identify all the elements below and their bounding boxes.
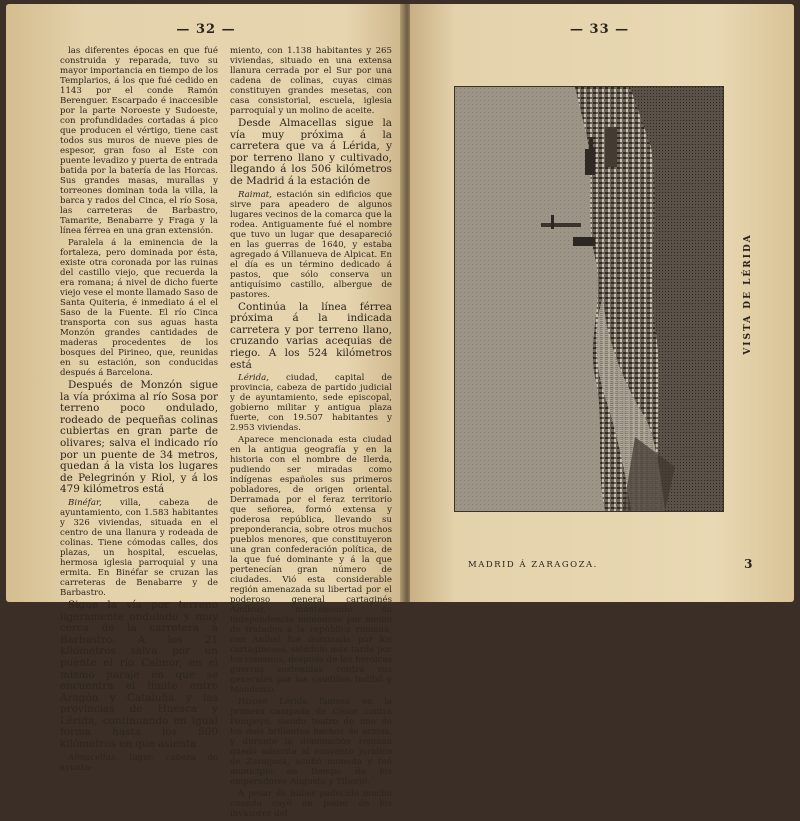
paragraph (60, 753, 218, 773)
paragraph-text: estación sin edificios que sirve para apeadero de algunos lugares vecinos de la comarca que la rodea. Antiguamente fué el nombre que tuvo un lugar que desapareció en las guerras de 1640, y estaba agregado á Villanueva de Alpicat. En el día es un término dedicado á pastos, que sólo conserva un antiquísimo castillo, albergue de pastores. (230, 189, 392, 300)
left-page (6, 4, 406, 820)
paragraph (230, 697, 392, 787)
place-name: Almacellas, (68, 752, 118, 763)
engraving-drawing (455, 87, 723, 511)
paragraph (230, 435, 392, 695)
paragraph-text: Aparece mencionada esta ciudad en la antigua geografía y en la historia con el nombre de Ilerda, pudiendo ser miradas como indígenas españoles sus primeros pobladores, de origen oriental. Derramada por el feraz territorio que señorea, formó extensa y poderosa república, llevando su preponderancia, sobre otros muchos pueblos menores, que constituyeron una gran confederación política, de la que fué dominante y á la que pertenecían gran número de ciudades. Vió esta considerable región amenazada su libertad por el poderoso general cartaginés Amílcar, manteniendo su independencia uniéndose por medio de tratados á la república romana; con Aníbal fué dominada por los cartagineses, siéndolo más tarde por los romanos, después de las heróicas guerras sostenidas contra sus generales por los caudillos Indíbil y Mandonio. (230, 435, 392, 696)
paragraph (230, 46, 392, 116)
paragraph (60, 380, 218, 496)
paragraph (230, 302, 392, 372)
place-name: Lérida, (238, 373, 270, 384)
place-name: Raimat, (238, 189, 272, 200)
paragraph-text: Continúa la línea férrea próxima á la indicada carretera y por terreno llano, cruzando varias acequias de riego. A los 524 kilómetros está (230, 300, 392, 371)
paragraph (230, 789, 392, 819)
page-number-right: — 33 — (570, 22, 630, 37)
signature-mark: 3 (744, 557, 754, 571)
paragraph-text: miento, con 1.138 habitantes y 265 viviendas, situado en una extensa llanura cerrada por el Sur por una cadena de colinas, cuyas cimas constituyen grandes mesetas, con casa consistorial, escuela, iglesia parroquial y un molino de aceite. (230, 46, 392, 116)
paragraph-text: villa, cabeza de ayuntamiento, con 1.583 habitantes y 326 viviendas, situada en el centro de una llanura y rodeada de colinas. Tiene cómodas calles, dos plazas, un hospital, escuelas, hermosa iglesia parroquial y una ermita. En Binéfar se cruzan las carreteras de Benabarre y de Barbastro. (60, 497, 218, 598)
paragraph (60, 46, 218, 236)
paragraph (230, 118, 392, 188)
paragraph-text: lugar, cabeza de ayunta- (60, 752, 218, 773)
paragraph-text: ciudad, capital de provincia, cabeza de partido judicial y de ayuntamiento, sede episcopal, gobierno militar y antigua plaza fuerte, con 19.507 habitantes y 2.953 viviendas. (230, 373, 392, 434)
paragraph-text: las diferentes épocas en que fué construida y reparada, tuvo su mayor importancia en tiempo de los Templarios, á los que fué cedido en 1143 por el conde Ramón Berenguer. Escarpado é inaccesible por la parte Noroeste y Sudoeste, con profundidades cortadas á pico que producen el vértigo, tiene cast todos sus muros de nueve pies de espesor, gran foso al Este con puente levadizo y puerta de entrada batida por la batería de las Horcas. Sus grandes masas, murallas y torreones dominan toda la villa, la barca y rados del Cinca, el río Sosa, las carreteras de Barbastro, Tamarite, Benabarre y Fraga y la línea férrea en una gran extensión. (60, 46, 218, 236)
paragraph (230, 190, 392, 300)
illustration-plate (454, 86, 722, 510)
paragraph-text: Hízose Lérida famosa en la primera campaña de César contra Pompeyo, siendo teatro de uno de los más brillantes hechos de armas, y durante la dominación romana quedó adscrita al convento jurídico de Zaragoza, acuñó moneda y fué municipio en tiempo de los emperadores Augusto y Tiberio. (230, 697, 392, 788)
paragraph-text: Sigue la vía por terreno ligeramente ondulado y muy cerca de la carretera á Barbastro. A los 21 kilómetros salva por un puente el río Calmor, en el mismo paraje en que se encuentra el límite entre Aragón y Cataluña y las provincias de Huesca y Lérida, continuando en igual forma hasta los 500 kilómetros en que asienta (60, 598, 218, 751)
text-column-1 (60, 46, 218, 775)
signature-line (468, 557, 754, 571)
paragraph (60, 498, 218, 598)
paragraph-text: A pesar de haber padecido mucho cuando cayó en poder de los invasores del (230, 789, 392, 820)
text-column-2 (230, 46, 392, 821)
city-view-engraving (454, 86, 724, 512)
right-page (410, 4, 794, 602)
paragraph (60, 238, 218, 378)
plate-caption: VISTA DE LÉRIDA (743, 233, 753, 355)
place-name: Binéfar, (68, 497, 102, 508)
footer-title: MADRID Á ZARAGOZA. (468, 560, 598, 570)
paragraph (230, 373, 392, 433)
page-number-left: — 32 — (176, 22, 236, 37)
paragraph-text: Desde Almacellas sigue la vía muy próxima á la carretera que va á Lérida, y por terreno llano y cultivado, llegando á los 506 kilómetros de Madrid á la estación de (230, 117, 392, 187)
paragraph-text: Paralela á la eminencia de la fortaleza, pero dominada por ésta, existe otra coronada por las ruinas del castillo viejo, que recuerda la era romana; á nivel de dicho fuerte viejo vese el monte llamado Saso de Santa Quiteria, é inmediato á el el Saso de la Fuente. El río Cinca transporta con sus aguas hasta Monzón grandes cantidades de maderas procedentes de los bosques del Pirineo, que, reunidas en su estación, son conducidas después á Barcelona. (60, 238, 218, 378)
paragraph (60, 600, 218, 751)
paragraph-text: Después de Monzón sigue la vía próxima al río Sosa por terreno poco ondulado, rodeado de pequeñas colinas cubiertas en gran parte de olivares; salva el indicado río por un puente de 34 metros, quedan á la vista los lugares de Pelegrinón y Riol, y á los 479 kilómetros está (60, 379, 218, 496)
